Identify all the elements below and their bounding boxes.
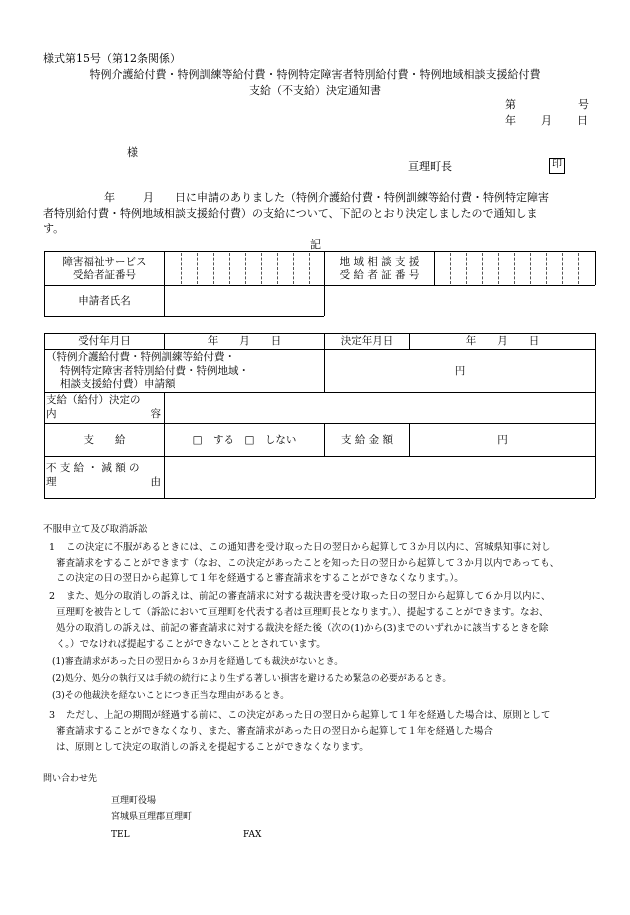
refusal-reason-label: 不 支 給 ・ 減 額 の 理 由 — [46, 462, 161, 488]
appeal-item-2-line1: また、処分の取消しの訴えは、前記の審査請求に対する裁決書を受け取った日の翌日から起算して６か月以内に、 — [66, 591, 551, 602]
appeal-item-1-line3: この決定の日の翌日から起算して１年を経過すると審査請求をすることができなくなります。）。 — [56, 573, 464, 584]
claim-amount-yen: 円 — [454, 364, 466, 377]
seal-box — [549, 158, 565, 174]
received-date-label: 受付年月日 — [78, 335, 131, 347]
appeal-item-3-line2: 審査請求することができなくなり、また、審査請求があった日の翌日から起算して１年を経過した場合 — [56, 726, 493, 737]
document-title-line1: 特例介護給付費・特例訓練等給付費・特例特定障害者特別給付費・特例地域相談支援給付費 — [89, 68, 541, 81]
ki-marker: 記 — [310, 238, 321, 251]
decision-content-label: 支給（給付）決定の 内 容 — [46, 394, 161, 420]
appeal-item-2-line2: 亘理町を被告として（訴訟において亘理町を代表する者は亘理町長となります。）、提起することができます。なお、 — [56, 607, 549, 618]
form-number: 様式第15号（第12条関係） — [43, 52, 181, 65]
date-year-label: 年 — [505, 114, 516, 127]
contact-heading: 問い合わせ先 — [43, 774, 98, 784]
appeal-sub-2: (2)処分、処分の執行又は手続の続行により生ずる著しい損害を避けるため緊急の必要があるとき。 — [52, 674, 452, 684]
intro-line2: 者特別給付費・特例地域相談支援給付費）の支給について、下記のとおり決定しましたので通知しま — [43, 207, 538, 220]
payment-label: 支 給 — [83, 433, 126, 446]
contact-office: 亘理町役場 — [111, 796, 157, 806]
date-day-label: 日 — [577, 114, 588, 127]
appeal-item-1-line1: この決定に不服があるときには、この通知書を受け取った日の翌日から起算して３か月以内に、宮城県知事に対し — [66, 542, 551, 553]
document-title-line2: 支給（不支給）決定通知書 — [249, 84, 381, 97]
payment-options[interactable]: □ する □ しない — [192, 433, 297, 446]
payment-amount-yen: 円 — [497, 433, 508, 446]
claim-amount-label: （特例介護給付費・特例訓練等給付費・ 特例特定障害者特別給付費・特例地域・ 相談支援給付費）申請額 — [46, 351, 249, 390]
appeal-item-3-number: 3 — [49, 710, 56, 721]
appeal-sub-1: (1)審査請求があった日の翌日から３か月を経過しても裁決がないとき。 — [52, 657, 344, 667]
applicant-name-label: 申請者氏名 — [78, 294, 131, 307]
consult-cert-label: 地 域 相 談 支 援 受 給 者 証 番 号 — [339, 255, 420, 281]
appeal-item-2-line3: 処分の取消しの訴えは、前記の審査請求に対する裁決を経た後（次の(1)から(3)までのいずれかに該当するときを除 — [56, 623, 549, 634]
appeal-item-1-number: 1 — [49, 542, 56, 553]
appeal-heading: 不服申立て及び取消訴訟 — [43, 524, 148, 535]
appeal-item-3-line3: は、原則として決定の取消しの訴えを提起することができなくなります。 — [56, 742, 369, 753]
received-date-value: 年 月 日 — [207, 335, 282, 347]
intro-year: 年 — [104, 191, 115, 204]
decision-date-value: 年 月 日 — [465, 335, 540, 347]
date-month-label: 月 — [541, 114, 552, 127]
contact-address: 宮城県亘理郡亘理町 — [111, 812, 193, 822]
seal-label: 印 — [552, 159, 562, 170]
intro-line1: 日に申請のありました（特例介護給付費・特例訓練等給付費・特例特定障害 — [175, 191, 549, 204]
appeal-item-1-line2: 審査請求をすることができます（なお、この決定があったことを知った日の翌日から起算して３か月以内であっても、 — [56, 558, 560, 569]
doc-number-prefix: 第 — [505, 98, 516, 111]
intro-line3: す。 — [43, 222, 65, 235]
intro-month: 月 — [143, 191, 154, 204]
contact-tel: TEL — [111, 830, 130, 840]
contact-fax: FAX — [243, 830, 262, 840]
appeal-item-2-line4: く。）でなければ提起することができないこととされています。 — [56, 639, 326, 650]
addressee-suffix: 様 — [127, 146, 138, 159]
appeal-sub-3: (3)その他裁決を経ないことにつき正当な理由があるとき。 — [52, 691, 290, 701]
service-cert-label: 障害福祉サービス 受給者証番号 — [62, 255, 147, 281]
appeal-item-2-number: 2 — [49, 591, 56, 602]
appeal-item-3-line1: ただし、上記の期間が経過する前に、この決定があった日の翌日から起算して１年を経過した場合は、原則として — [66, 710, 551, 721]
doc-number-suffix: 号 — [578, 98, 589, 111]
decision-date-label: 決定年月日 — [340, 335, 394, 347]
payment-amount-label: 支 給 金 額 — [340, 433, 393, 446]
issuer-name: 亘理町長 — [408, 160, 452, 173]
